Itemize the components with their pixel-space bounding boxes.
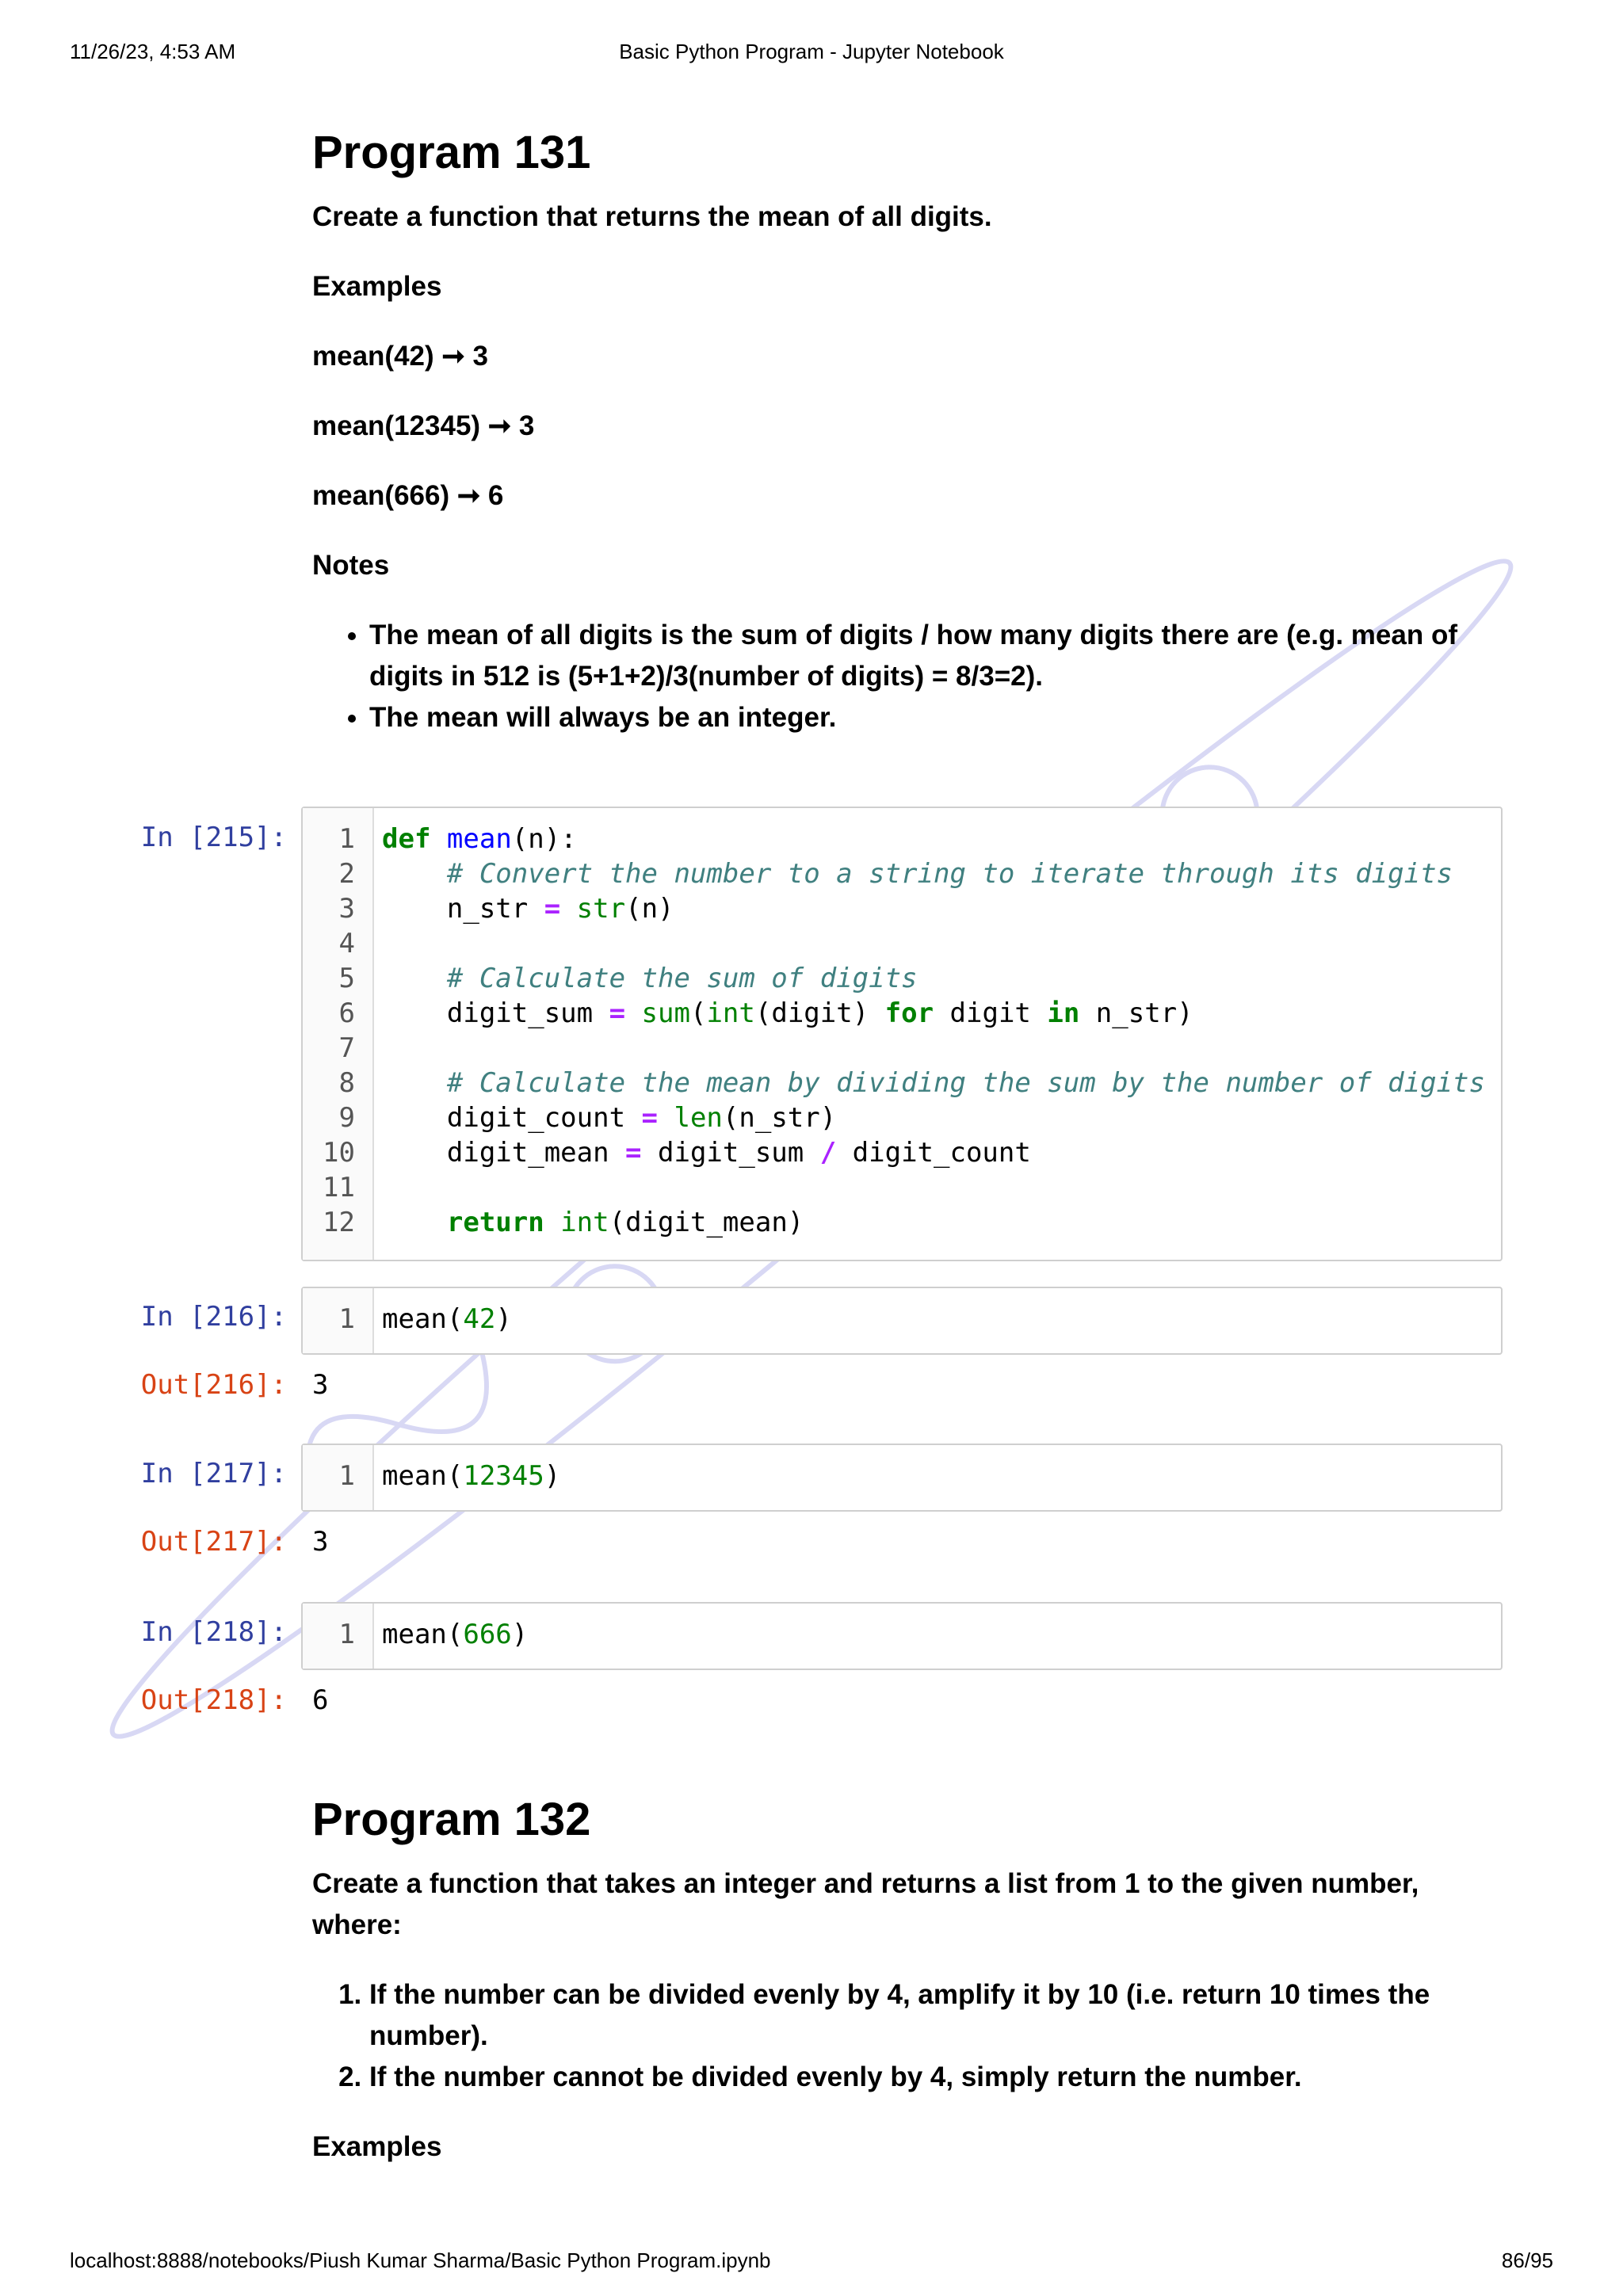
print-header — [70, 40, 1553, 67]
code-line — [303, 1170, 1501, 1205]
program-description: Create a function that returns the mean of all digits. — [312, 201, 992, 232]
code-line — [303, 822, 1501, 856]
code-line — [303, 1205, 1501, 1240]
code-line — [303, 926, 1501, 961]
print-footer — [70, 2248, 1553, 2275]
code-text: digit_sum = sum(int(digit) for digit in n_str) — [382, 997, 1193, 1029]
code-line — [303, 1617, 1501, 1652]
example-item: mean(12345) ➞ 3 — [312, 410, 535, 441]
notes-list — [312, 615, 1501, 738]
code-cell[interactable] — [301, 807, 1503, 1261]
line-number: 9 — [338, 1102, 355, 1134]
program-description: Create a function that takes an integer and returns a list from 1 to the given number, where: — [312, 1868, 1419, 1940]
example-item: mean(666) ➞ 6 — [312, 480, 504, 511]
rules-list — [312, 1974, 1501, 2098]
line-number: 10 — [323, 1137, 355, 1169]
cell-output: 6 — [312, 1684, 329, 1716]
input-prompt: In [217]: — [140, 1458, 287, 1489]
notes-label: Notes — [312, 550, 390, 581]
line-number: 6 — [338, 997, 355, 1029]
print-title: Basic Python Program - Jupyter Notebook — [619, 40, 1004, 63]
page-number: 86/95 — [1501, 2248, 1553, 2272]
code-cell[interactable] — [301, 1287, 1503, 1355]
line-number: 2 — [338, 858, 355, 890]
input-prompt: In [216]: — [140, 1301, 287, 1333]
code-line — [303, 1100, 1501, 1135]
code-text: return int(digit_mean) — [446, 1207, 804, 1238]
line-number: 1 — [338, 1619, 355, 1650]
code-text: # Convert the number to a string to iterate through its digits — [446, 858, 1453, 890]
line-number: 3 — [338, 893, 355, 925]
input-prompt: In [218]: — [140, 1616, 287, 1648]
code-line — [303, 856, 1501, 891]
code-editor[interactable] — [303, 822, 1501, 1240]
code-text: mean(666) — [382, 1619, 529, 1650]
code-line — [303, 1031, 1501, 1066]
examples-label: Examples — [312, 271, 442, 302]
note-item: • The mean of all digits is the sum of digits / how many digits there are (e.g. mean of digits in 512 is (5+1+2)/3(number of digits) = 8/3=2). — [369, 615, 1501, 697]
rule-item: 2. If the number cannot be divided evenly by 4, simply return the number. — [369, 2057, 1501, 2098]
notebook-url: localhost:8888/notebooks/Piush Kumar Sharma/Basic Python Program.ipynb — [70, 2248, 771, 2272]
line-number: 1 — [338, 823, 355, 855]
example-item: mean(42) ➞ 3 — [312, 341, 488, 372]
code-cell[interactable] — [301, 1602, 1503, 1670]
code-text: def mean(n): — [382, 823, 577, 855]
code-line — [303, 1066, 1501, 1100]
code-line — [303, 891, 1501, 926]
line-number: 1 — [338, 1303, 355, 1335]
program-heading: Program 131 — [312, 127, 591, 178]
note-item: • The mean will always be an integer. — [369, 697, 1501, 738]
code-text: digit_count = len(n_str) — [382, 1102, 837, 1134]
markdown-cell-program-131 — [312, 125, 1501, 738]
code-cell[interactable] — [301, 1444, 1503, 1512]
cell-output: 3 — [312, 1526, 329, 1558]
code-text: digit_mean = digit_sum / digit_count — [382, 1137, 1031, 1169]
code-text: # Calculate the sum of digits — [446, 963, 918, 994]
code-text: n_str = str(n) — [382, 893, 674, 925]
cell-output: 3 — [312, 1369, 329, 1401]
line-number: 1 — [338, 1460, 355, 1492]
code-text: mean(12345) — [382, 1460, 561, 1492]
code-text: # Calculate the mean by dividing the sum by the number of digits — [446, 1067, 1485, 1099]
output-prompt: Out[216]: — [140, 1369, 287, 1401]
code-line — [303, 996, 1501, 1031]
line-number: 7 — [338, 1032, 355, 1064]
line-number: 8 — [338, 1067, 355, 1099]
program-heading: Program 132 — [312, 1794, 591, 1845]
code-editor[interactable] — [303, 1459, 1501, 1493]
code-line — [303, 961, 1501, 996]
markdown-cell-program-132 — [312, 1792, 1501, 2168]
code-line — [303, 1459, 1501, 1493]
code-line — [303, 1135, 1501, 1170]
output-prompt: Out[218]: — [140, 1684, 287, 1716]
code-editor[interactable] — [303, 1302, 1501, 1337]
input-prompt: In [215]: — [140, 822, 287, 853]
examples-label: Examples — [312, 2131, 442, 2162]
line-number: 4 — [338, 928, 355, 959]
code-line — [303, 1302, 1501, 1337]
line-number: 11 — [323, 1172, 355, 1203]
print-datetime: 11/26/23, 4:53 AM — [70, 40, 236, 63]
code-text: mean(42) — [382, 1303, 512, 1335]
line-number: 5 — [338, 963, 355, 994]
output-prompt: Out[217]: — [140, 1526, 287, 1558]
line-number: 12 — [323, 1207, 355, 1238]
rule-item: 1. If the number can be divided evenly by 4, amplify it by 10 (i.e. return 10 times the number). — [369, 1974, 1501, 2057]
code-editor[interactable] — [303, 1617, 1501, 1652]
